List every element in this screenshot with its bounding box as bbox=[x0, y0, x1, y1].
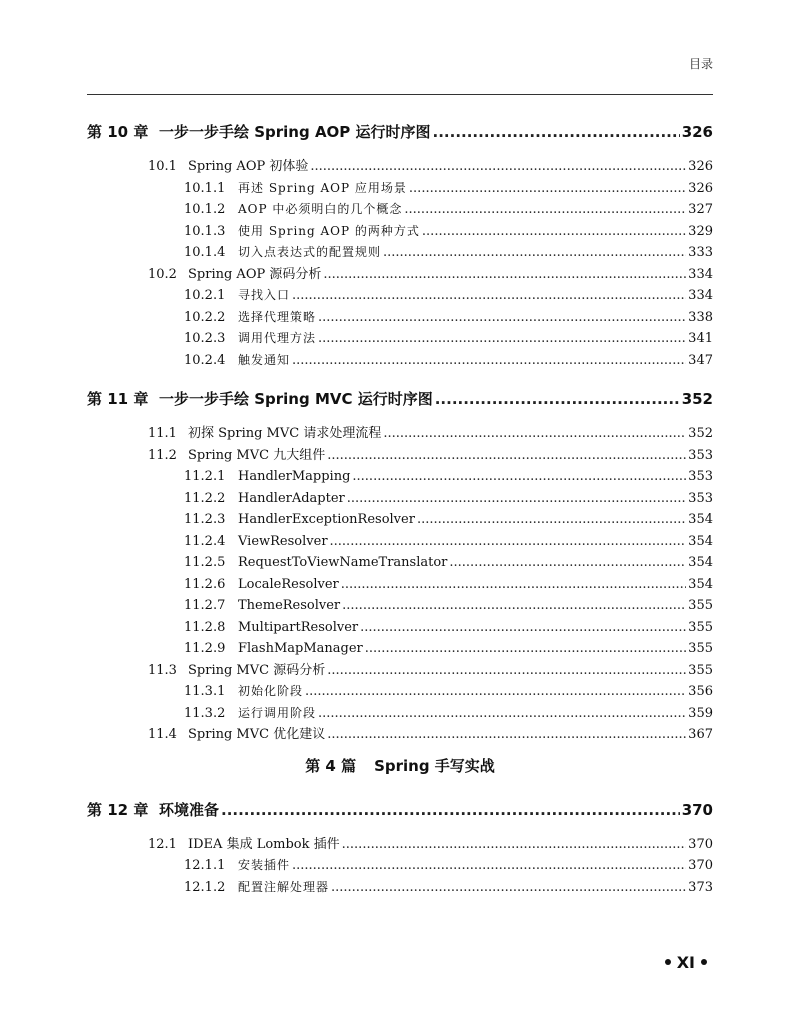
page-number: 333 bbox=[688, 245, 713, 260]
page-number: 373 bbox=[688, 879, 713, 895]
running-header: 目录 bbox=[688, 57, 713, 71]
toc-subsection-10-2-4[interactable] bbox=[87, 350, 713, 372]
page-number: 367 bbox=[688, 727, 713, 742]
toc-section-11-1[interactable] bbox=[87, 423, 713, 445]
page-number: 370 bbox=[688, 836, 713, 852]
toc-subsection-11-2-8[interactable] bbox=[87, 617, 713, 639]
subsection-title: 再述 Spring AOP 应用场景 bbox=[238, 180, 407, 195]
section-title: Spring MVC 优化建议 bbox=[188, 727, 326, 742]
page-number: 326 bbox=[681, 123, 713, 141]
page-number: 353 bbox=[688, 469, 713, 484]
folio: XI bbox=[676, 953, 695, 972]
subsection-title: HandlerAdapter bbox=[238, 490, 345, 506]
leader-dots bbox=[292, 855, 686, 877]
toc-chapter-10[interactable] bbox=[87, 118, 713, 146]
toc-chapter-12[interactable] bbox=[87, 796, 713, 824]
part-number: 第 4 篇 bbox=[305, 756, 357, 775]
section-number: 10.1 bbox=[148, 159, 177, 174]
subsection-title: ThemeResolver bbox=[238, 598, 341, 613]
page-number: 347 bbox=[688, 352, 713, 368]
toc-subsection-10-2-3[interactable] bbox=[87, 328, 713, 350]
leader-dots bbox=[327, 660, 686, 682]
toc-subsection-11-2-2[interactable] bbox=[87, 488, 713, 510]
section-title: Spring MVC 九大组件 bbox=[188, 447, 326, 463]
leader-dots bbox=[221, 796, 680, 824]
subsection-number: 11.2.1 bbox=[184, 469, 226, 484]
subsection-number: 11.2.6 bbox=[184, 576, 226, 592]
subsection-title: ViewResolver bbox=[238, 533, 328, 549]
leader-dots bbox=[422, 221, 686, 243]
page-number: 353 bbox=[688, 447, 713, 463]
page-number: 354 bbox=[688, 555, 713, 570]
leader-dots bbox=[433, 118, 680, 146]
part-title: Spring 手写实战 bbox=[374, 756, 495, 775]
section-title: IDEA 集成 Lombok 插件 bbox=[188, 836, 340, 852]
bullet-icon bbox=[665, 959, 671, 965]
toc-section-12-1[interactable] bbox=[87, 834, 713, 856]
toc-subsection-11-2-1[interactable] bbox=[87, 466, 713, 488]
subsection-number: 10.1.4 bbox=[184, 245, 226, 260]
toc-section-11-2[interactable] bbox=[87, 445, 713, 467]
subsection-number: 11.2.5 bbox=[184, 555, 226, 570]
toc-section-11-3[interactable] bbox=[87, 660, 713, 682]
toc-subsection-12-1-1[interactable] bbox=[87, 855, 713, 877]
toc-subsection-10-2-2[interactable] bbox=[87, 307, 713, 329]
page-number: 355 bbox=[688, 619, 713, 635]
page-number: 370 bbox=[681, 800, 713, 819]
section-title: 初探 Spring MVC 请求处理流程 bbox=[188, 426, 382, 441]
section-title: Spring MVC 源码分析 bbox=[188, 662, 326, 678]
leader-dots bbox=[341, 574, 686, 596]
bullet-icon bbox=[701, 959, 707, 965]
subsection-number: 10.2.1 bbox=[184, 288, 226, 303]
leader-dots bbox=[318, 328, 686, 350]
subsection-number: 10.2.2 bbox=[184, 309, 226, 325]
subsection-title: 使用 Spring AOP 的两种方式 bbox=[238, 223, 420, 238]
page-number: 359 bbox=[688, 705, 713, 721]
page-number: 352 bbox=[688, 426, 713, 441]
leader-dots bbox=[342, 834, 687, 856]
leader-dots bbox=[435, 385, 680, 413]
chapter-title: 一步一步手绘 Spring AOP 运行时序图 bbox=[159, 123, 431, 141]
page-number: 352 bbox=[681, 390, 713, 408]
leader-dots bbox=[310, 156, 686, 178]
leader-dots bbox=[383, 423, 686, 445]
subsection-number: 11.3.1 bbox=[184, 684, 226, 699]
page-number: 370 bbox=[688, 858, 713, 873]
toc-subsection-10-1-1[interactable] bbox=[87, 178, 713, 200]
subsection-number: 11.2.9 bbox=[184, 641, 226, 656]
toc-subsection-11-2-4[interactable] bbox=[87, 531, 713, 553]
toc-section-10-2[interactable] bbox=[87, 264, 713, 286]
subsection-title: MultipartResolver bbox=[238, 619, 359, 635]
leader-dots bbox=[318, 307, 686, 329]
toc-section-10-1[interactable] bbox=[87, 156, 713, 178]
subsection-title: HandlerMapping bbox=[238, 469, 351, 484]
subsection-title: AOP 中必须明白的几个概念 bbox=[238, 202, 403, 216]
page-number: 327 bbox=[688, 202, 713, 217]
chapter-number: 第 10 章 bbox=[87, 123, 149, 141]
page-number: 326 bbox=[688, 180, 713, 196]
section-number: 11.4 bbox=[148, 727, 177, 742]
subsection-title: 选择代理策略 bbox=[238, 309, 317, 324]
subsection-number: 10.2.4 bbox=[184, 352, 226, 368]
toc-subsection-11-2-9[interactable] bbox=[87, 638, 713, 660]
toc-subsection-10-1-4[interactable] bbox=[87, 242, 713, 264]
subsection-title: 切入点表达式的配置规则 bbox=[238, 245, 382, 259]
subsection-title: HandlerExceptionResolver bbox=[238, 512, 415, 527]
subsection-title: 触发通知 bbox=[238, 352, 291, 367]
chapter-number: 第 12 章 bbox=[87, 800, 149, 819]
page-number: 338 bbox=[688, 309, 713, 325]
leader-dots bbox=[318, 703, 686, 725]
subsection-title: 初始化阶段 bbox=[238, 684, 304, 698]
toc-subsection-10-1-3[interactable] bbox=[87, 221, 713, 243]
leader-dots bbox=[404, 199, 686, 221]
subsection-number: 10.1.1 bbox=[184, 180, 226, 196]
subsection-number: 11.2.3 bbox=[184, 512, 226, 527]
leader-dots bbox=[365, 638, 686, 660]
subsection-title: LocaleResolver bbox=[238, 576, 339, 592]
leader-dots bbox=[292, 285, 686, 307]
subsection-number: 11.2.4 bbox=[184, 533, 226, 549]
subsection-title: 安装插件 bbox=[238, 858, 291, 872]
leader-dots bbox=[305, 681, 686, 703]
section-title: Spring AOP 源码分析 bbox=[188, 266, 322, 282]
subsection-title: FlashMapManager bbox=[238, 641, 363, 656]
chapter-number: 第 11 章 bbox=[87, 390, 149, 408]
subsection-number: 12.1.2 bbox=[184, 879, 226, 895]
toc-subsection-11-3-2[interactable] bbox=[87, 703, 713, 725]
toc-part-4[interactable] bbox=[87, 746, 713, 786]
page-number: 334 bbox=[688, 266, 713, 282]
leader-dots bbox=[327, 724, 686, 746]
toc-subsection-11-2-7[interactable] bbox=[87, 595, 713, 617]
page-number: 334 bbox=[688, 288, 713, 303]
page-number: 355 bbox=[688, 598, 713, 613]
leader-dots bbox=[342, 595, 686, 617]
leader-dots bbox=[417, 509, 686, 531]
leader-dots bbox=[409, 178, 686, 200]
leader-dots bbox=[292, 350, 686, 372]
toc-subsection-10-1-2[interactable] bbox=[87, 199, 713, 221]
toc-subsection-11-2-6[interactable] bbox=[87, 574, 713, 596]
table-of-contents bbox=[87, 118, 713, 898]
subsection-number: 12.1.1 bbox=[184, 858, 226, 873]
toc-subsection-11-2-3[interactable] bbox=[87, 509, 713, 531]
section-title: Spring AOP 初体验 bbox=[188, 159, 309, 174]
subsection-number: 10.2.3 bbox=[184, 331, 226, 346]
toc-subsection-10-2-1[interactable] bbox=[87, 285, 713, 307]
leader-dots bbox=[449, 552, 686, 574]
section-number: 11.1 bbox=[148, 426, 177, 441]
page-number: 356 bbox=[688, 684, 713, 699]
page-number: 353 bbox=[688, 490, 713, 506]
leader-dots bbox=[360, 617, 686, 639]
subsection-title: 调用代理方法 bbox=[238, 331, 317, 345]
subsection-number: 10.1.3 bbox=[184, 223, 226, 239]
section-number: 11.3 bbox=[148, 662, 177, 678]
leader-dots bbox=[383, 242, 686, 264]
section-number: 10.2 bbox=[148, 266, 177, 282]
page-number: 354 bbox=[688, 512, 713, 527]
page-number: 326 bbox=[688, 159, 713, 174]
toc-subsection-12-1-2[interactable] bbox=[87, 877, 713, 899]
leader-dots bbox=[327, 445, 686, 467]
leader-dots bbox=[352, 466, 686, 488]
chapter-title: 一步一步手绘 Spring MVC 运行时序图 bbox=[159, 390, 433, 408]
page-number: 355 bbox=[688, 641, 713, 656]
leader-dots bbox=[331, 877, 686, 899]
leader-dots bbox=[347, 488, 686, 510]
chapter-title: 环境准备 bbox=[159, 800, 220, 819]
subsection-title: RequestToViewNameTranslator bbox=[238, 555, 448, 570]
subsection-number: 11.2.8 bbox=[184, 619, 226, 635]
leader-dots bbox=[330, 531, 687, 553]
page-number: 355 bbox=[688, 662, 713, 678]
toc-subsection-11-2-5[interactable] bbox=[87, 552, 713, 574]
toc-subsection-11-3-1[interactable] bbox=[87, 681, 713, 703]
leader-dots bbox=[323, 264, 686, 286]
subsection-number: 11.2.2 bbox=[184, 490, 226, 506]
toc-section-11-4[interactable] bbox=[87, 724, 713, 746]
subsection-title: 运行调用阶段 bbox=[238, 705, 317, 720]
header-rule bbox=[87, 94, 713, 95]
page-number: 341 bbox=[688, 331, 713, 346]
section-number: 11.2 bbox=[148, 447, 177, 463]
toc-chapter-11[interactable] bbox=[87, 385, 713, 413]
page-number: 354 bbox=[688, 576, 713, 592]
subsection-title: 配置注解处理器 bbox=[238, 879, 330, 894]
page-number: 354 bbox=[688, 533, 713, 549]
subsection-title: 寻找入口 bbox=[238, 288, 291, 302]
subsection-number: 11.3.2 bbox=[184, 705, 226, 721]
subsection-number: 11.2.7 bbox=[184, 598, 226, 613]
page-number: 329 bbox=[688, 223, 713, 239]
section-number: 12.1 bbox=[148, 836, 177, 852]
subsection-number: 10.1.2 bbox=[184, 202, 226, 217]
page-footer bbox=[659, 953, 713, 972]
